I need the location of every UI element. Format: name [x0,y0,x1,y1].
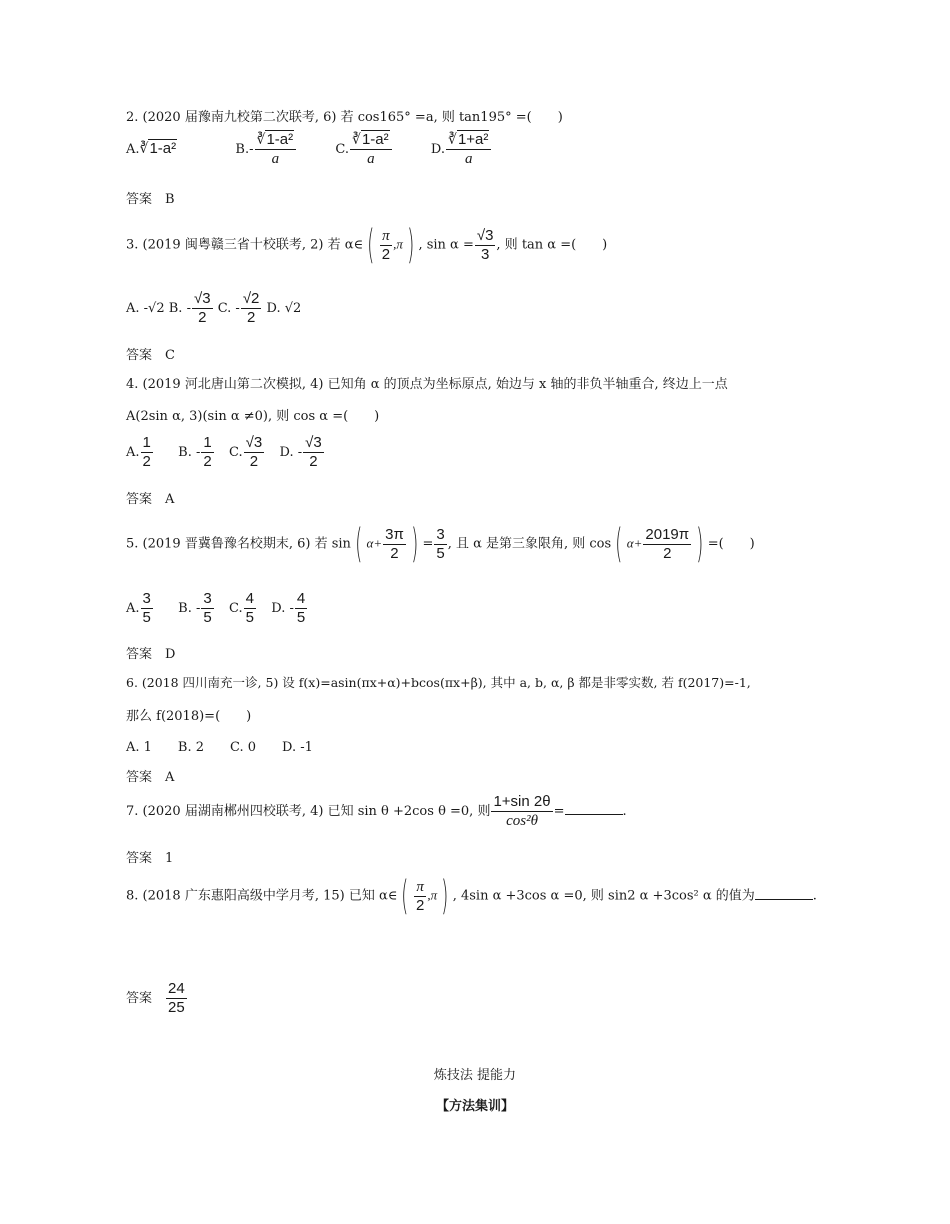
q6-stem-line2: 那么 f(2018)=( ) [126,709,252,724]
q4-option-c: C. $\frac{√3}{2}$ [229,434,263,470]
q4-stem-line2: A(2sin α, 3)(sin α ≠0), 则 cos α =( ) [126,409,380,424]
q2-option-a: A.∛1-a² [126,139,177,157]
q6-options: A. 1 B. 2 C. 0 D. -1 [126,740,313,755]
q4-option-a: A. $\frac{1}{2}$ [126,434,151,470]
q3-answer: 答案 C [126,348,175,363]
q7-answer: 答案 1 [126,851,174,866]
q4-option-d: D. - $\frac{√3}{2}$ [279,434,322,470]
q7-answer-blank[interactable] [565,814,623,815]
q3-option-d: D. √2 [266,301,302,316]
section-subtitle: 【方法集训】 [435,1099,514,1114]
q2-answer: 答案 B [126,192,175,207]
q4-option-b: B. - $\frac{1}{2}$ [178,434,212,470]
section-title: 炼技法 提能力 [433,1068,517,1083]
q8-stem: 8. (2018 广东惠阳高级中学月考, 15) 已知 α∈ ( $\frac{\pi}{2}$ ,π ) , 4sin α +3cos α =0, 则 sin2 α +3cos² α 的值为 . [126,873,817,919]
q2-option-d: D. $\frac{\text{∛1+a²}}{a}$ [431,142,492,157]
q2-option-b: B.- $\frac{\text{∛1-a²}}{a}$ [235,142,297,157]
q3-options [126,290,301,327]
q8-answer-blank[interactable] [755,899,813,900]
q5-options [126,590,308,627]
q6-stem-line1: 6. (2018 四川南充一诊, 5) 设 f(x)=asin(πx+α)+bcos(πx+β), 其中 a, b, α, β 都是非零实数, 若 f(2017)=-1, [126,675,751,690]
q2-options [126,130,492,168]
q4-answer: 答案 A [126,492,175,507]
q5-option-a: A. $\frac{3}{5}$ [126,590,151,626]
q4-stem-line1: 4. (2019 河北唐山第二次模拟, 4) 已知角 α 的顶点为坐标原点, 始边与 x 轴的非负半轴重合, 终边上一点 [126,377,728,392]
q5-option-d: D. - $\frac{4}{5}$ [271,590,306,626]
q5-stem: 5. (2019 晋冀鲁豫名校期末, 6) 若 sin ( α+ $\frac{3\pi}{2}$ ) = $\frac{3}{5}$ , 且 α 是第三象限角, 则 cos ( α+ $\frac{2019\pi}{2}$ ) =( ) [126,521,755,567]
q8-answer: 答案 $\frac{24}{25}$ [126,980,185,1016]
q2-option-c: C. $\frac{\text{∛1-a²}}{a}$ [335,142,392,157]
q3-option-c: C. - $\frac{√2}{2}$ [217,290,260,326]
q2-stem: 2. (2020 届豫南九校第二次联考, 6) 若 cos165° =a, 则 tan195° =( ) [126,110,563,125]
q6-answer: 答案 A [126,770,175,785]
q7-stem: 7. (2020 届湖南郴州四校联考, 4) 已知 sin θ +2cos θ =0, 则 $\frac{1+\sin 2\theta}{\text{cos²θ}}$ = . [126,793,627,829]
q3-stem: 3. (2019 闽粤赣三省十校联考, 2) 若 α∈ ( $\frac{\pi}{2}$ ,π ) , sin α = $\frac{√3}{3}$ , 则 tan α =( ) [126,222,608,268]
q5-answer: 答案 D [126,647,176,662]
q4-options [126,434,325,471]
q5-option-c: C. $\frac{4}{5}$ [229,590,254,626]
q3-option-b: B. - $\frac{√3}{2}$ [168,290,211,326]
q5-option-b: B. - $\frac{3}{5}$ [178,590,212,626]
q3-option-a: A. -√2 [126,301,165,316]
